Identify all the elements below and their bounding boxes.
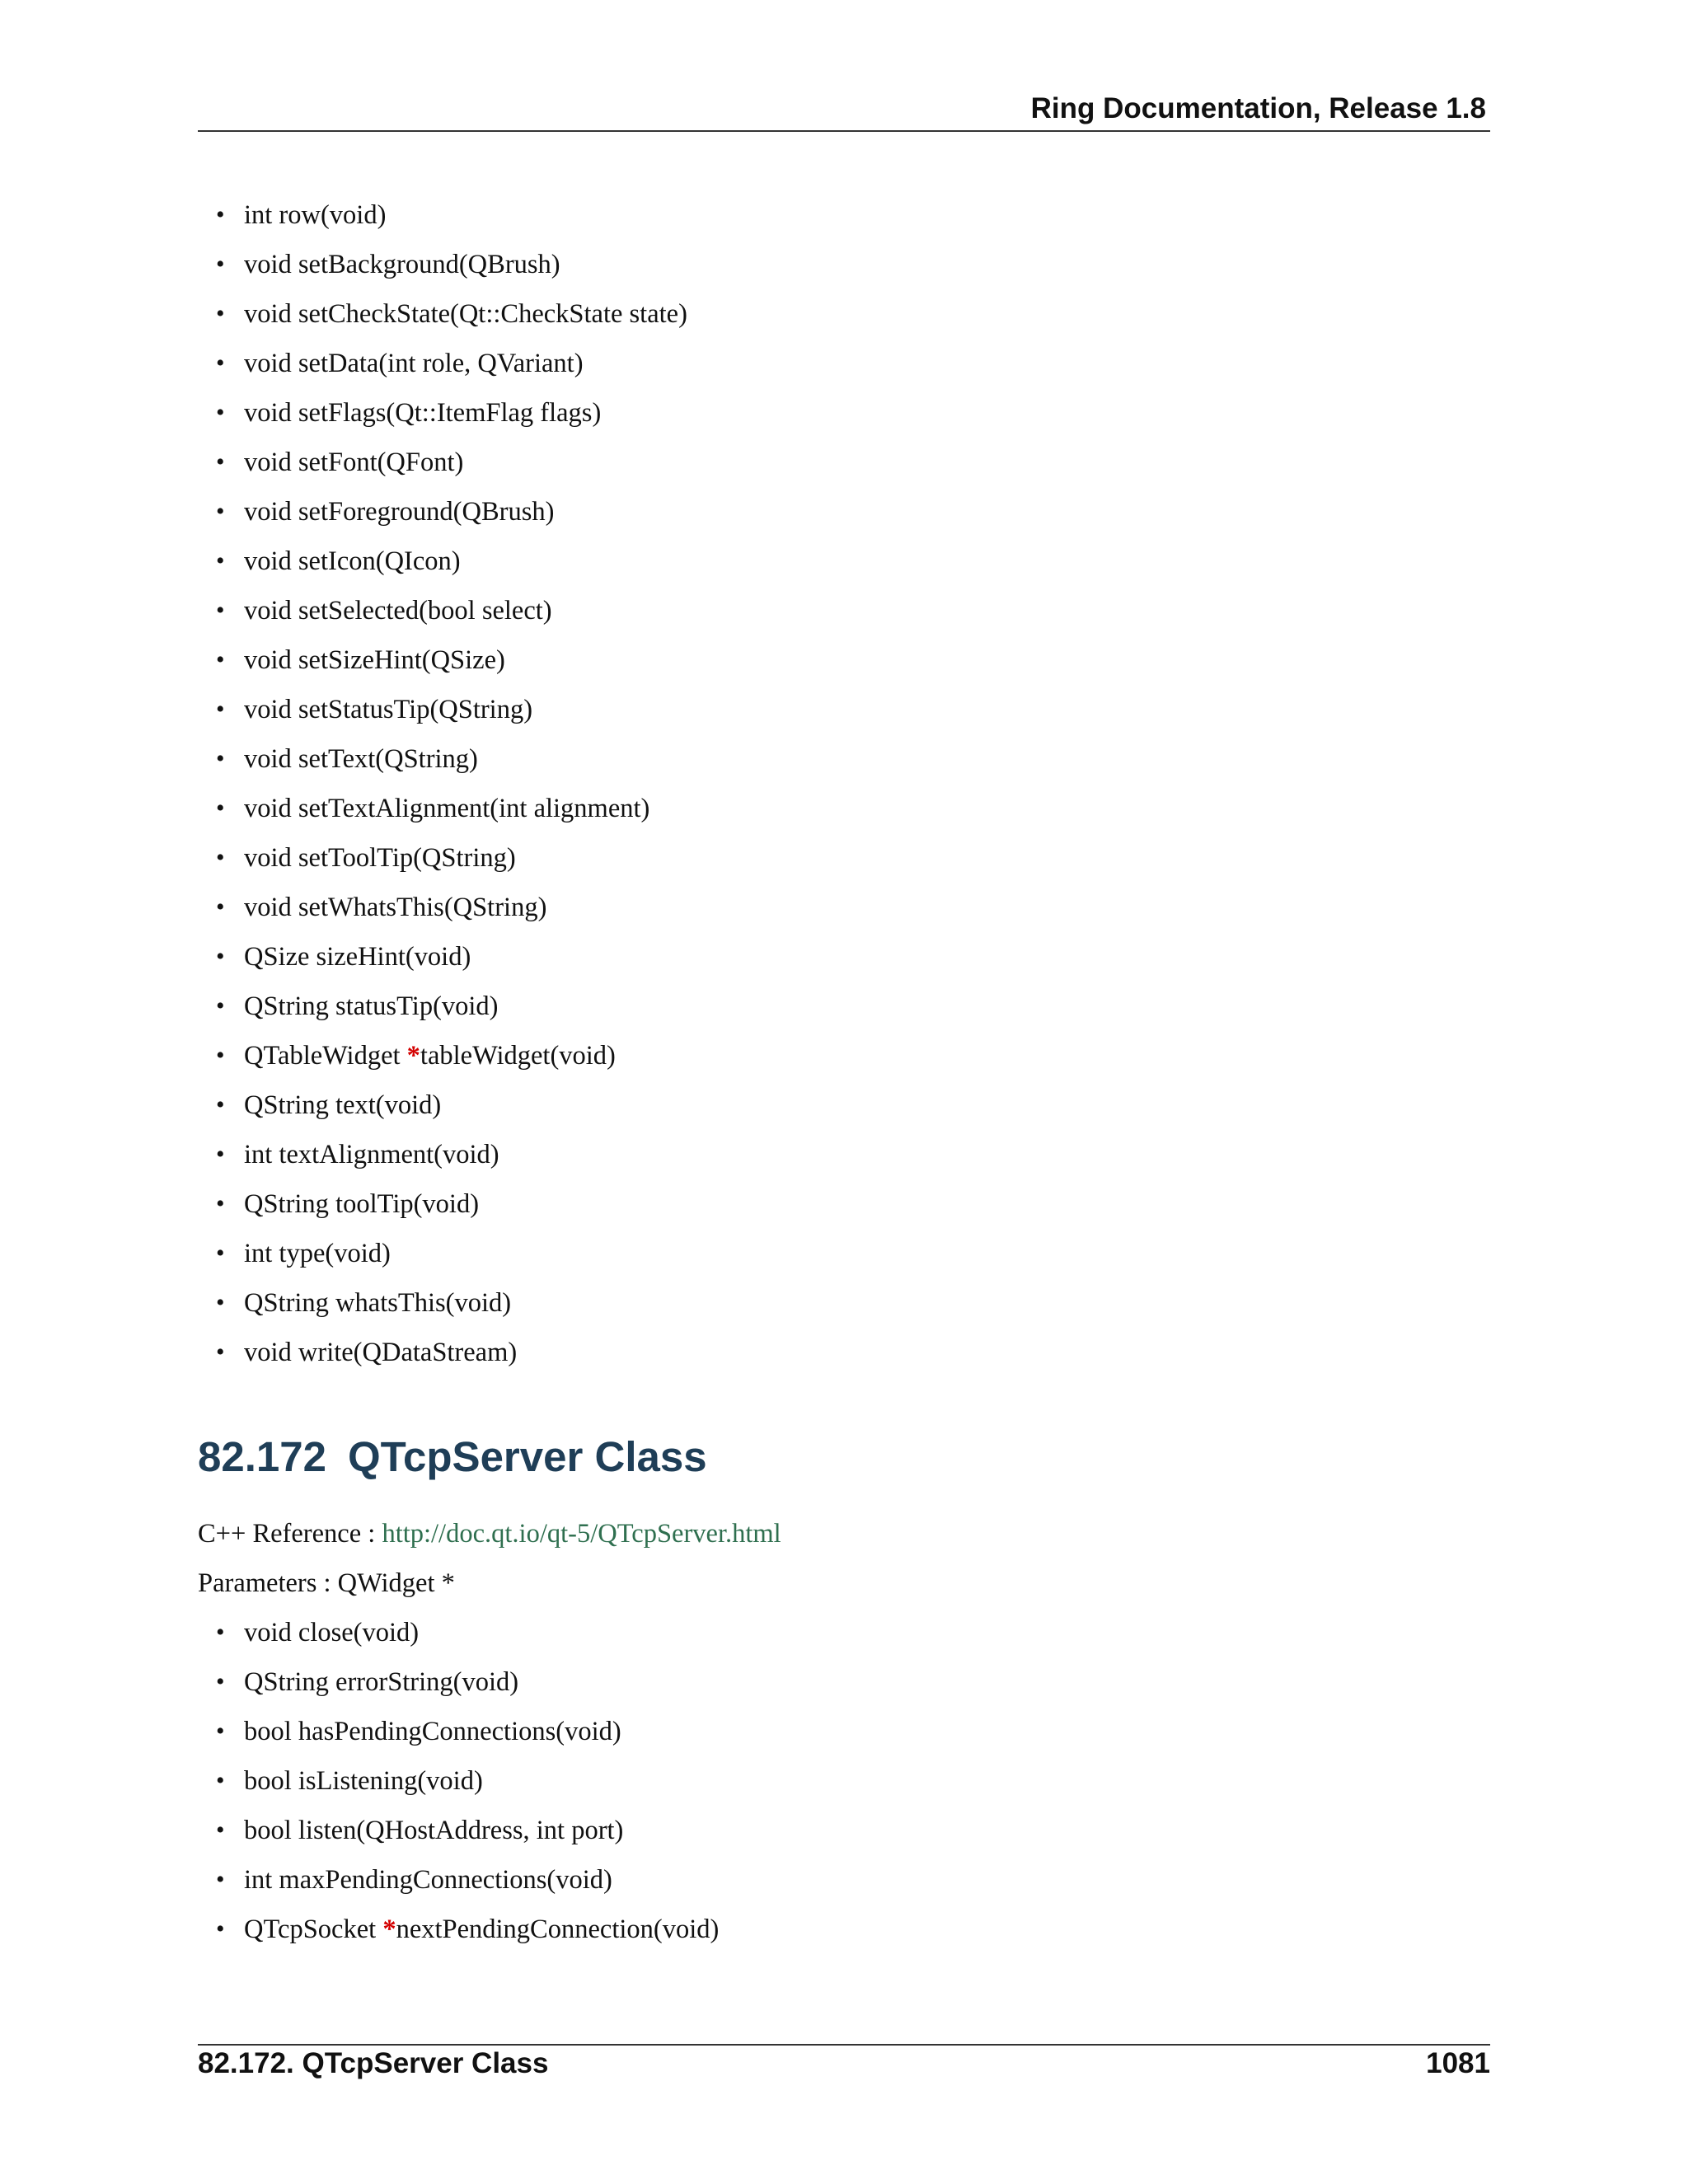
bullet-icon: • [216,992,225,1019]
list-item [216,1035,616,1076]
list-item [216,392,602,434]
list-item [216,1612,420,1653]
method-signature: void setText(QString) [244,744,478,774]
method-signature: void close(void) [244,1618,420,1647]
cpp-reference-line [198,1513,781,1554]
bullet-icon: • [216,448,225,476]
method-signature: void setFlags(Qt::ItemFlag flags) [244,398,602,428]
reference-link[interactable]: http://doc.qt.io/qt-5/QTcpServer.html [382,1519,781,1549]
method-signature: void setTextAlignment(int alignment) [244,794,650,823]
section-number: 82.172 [198,1433,326,1480]
bullet-icon: • [216,1190,225,1217]
method-signature: void setCheckState(Qt::CheckState state) [244,299,687,329]
bullet-icon: • [216,201,225,228]
bullet-icon: • [216,251,225,278]
list-item [216,738,478,780]
method-signature: int maxPendingConnections(void) [244,1865,612,1895]
list-item [216,1085,442,1126]
method-signature: QString whatsThis(void) [244,1288,512,1318]
bullet-icon: • [216,547,225,574]
bullet-icon: • [216,1866,225,1893]
list-item [216,986,499,1027]
page-number: 1081 [1426,2047,1490,2079]
bullet-icon: • [216,844,225,871]
method-signature: bool isListening(void) [244,1766,483,1796]
list-item [216,1859,612,1900]
method-signature: void setForeground(QBrush) [244,497,555,527]
list-item [216,541,461,582]
bullet-icon: • [216,1816,225,1844]
footer-rule [198,2044,1490,2046]
reference-label: C++ Reference : [198,1519,382,1549]
list-item [216,1332,518,1373]
list-item [216,1711,621,1752]
bullet-icon: • [216,1718,225,1745]
bullet-icon: • [216,1240,225,1267]
bullet-icon: • [216,1915,225,1943]
method-signature: void setStatusTip(QString) [244,695,533,724]
method-name: nextPendingConnection(void) [396,1915,720,1944]
method-signature: QSize sizeHint(void) [244,942,471,972]
bullet-icon: • [216,498,225,525]
parameters-line: Parameters : QWidget * [198,1568,455,1598]
list-item [216,491,555,532]
list-item [216,1810,624,1851]
bullet-icon: • [216,1042,225,1069]
method-signature: int textAlignment(void) [244,1140,499,1169]
list-item [216,1233,391,1274]
bullet-icon: • [216,1141,225,1168]
method-signature: QString text(void) [244,1090,442,1120]
method-signature: void setIcon(QIcon) [244,546,461,576]
method-signature: void setSelected(bool select) [244,596,552,626]
header-rule [198,130,1490,132]
bullet-icon: • [216,893,225,921]
bullet-icon: • [216,1767,225,1794]
bullet-icon: • [216,1668,225,1695]
list-item [216,343,584,384]
list-item [216,936,471,977]
running-header-title: Ring Documentation, Release 1.8 [1030,92,1486,124]
bullet-icon: • [216,1289,225,1316]
bullet-icon: • [216,597,225,624]
bullet-icon: • [216,1619,225,1646]
list-item [216,1661,519,1703]
list-item [216,788,650,829]
list-item [216,244,560,285]
method-signature: QString statusTip(void) [244,991,499,1021]
bullet-icon: • [216,794,225,822]
list-item [216,887,547,928]
bullet-icon: • [216,696,225,723]
method-signature: void setFont(QFont) [244,448,464,477]
method-signature: void setData(int role, QVariant) [244,349,584,378]
pointer-asterisk: * [406,1041,420,1071]
bullet-icon: • [216,646,225,673]
section-heading [198,1432,707,1481]
list-item [216,442,464,483]
method-name: tableWidget(void) [420,1041,616,1071]
list-item [216,1183,480,1225]
list-item [216,689,533,730]
list-item [216,1760,483,1802]
method-signature: int type(void) [244,1239,391,1268]
bullet-icon: • [216,399,225,426]
method-signature: QString toolTip(void) [244,1189,480,1219]
method-signature: int row(void) [244,200,387,230]
method-signature: bool hasPendingConnections(void) [244,1717,621,1746]
method-signature: QString errorString(void) [244,1667,519,1697]
pointer-asterisk: * [382,1915,396,1944]
list-item [216,837,516,879]
list-item [216,194,387,236]
list-item [216,1909,720,1950]
list-item [216,640,505,681]
method-signature: void setWhatsThis(QString) [244,893,547,922]
list-item [216,293,687,335]
method-signature: void setToolTip(QString) [244,843,516,873]
method-signature: void setBackground(QBrush) [244,250,560,279]
section-title: QTcpServer Class [348,1433,707,1480]
method-signature: bool listen(QHostAddress, int port) [244,1816,624,1845]
list-item [216,1134,499,1175]
list-item [216,590,552,631]
bullet-icon: • [216,300,225,327]
method-signature: void setSizeHint(QSize) [244,645,505,675]
footer-section-title: 82.172. QTcpServer Class [198,2047,549,2079]
method-return-type: QTableWidget [244,1041,407,1071]
bullet-icon: • [216,349,225,377]
bullet-icon: • [216,943,225,970]
bullet-icon: • [216,745,225,772]
method-signature: void write(QDataStream) [244,1338,518,1367]
bullet-icon: • [216,1091,225,1118]
method-return-type: QTcpSocket [244,1915,383,1944]
list-item [216,1282,512,1324]
bullet-icon: • [216,1338,225,1366]
